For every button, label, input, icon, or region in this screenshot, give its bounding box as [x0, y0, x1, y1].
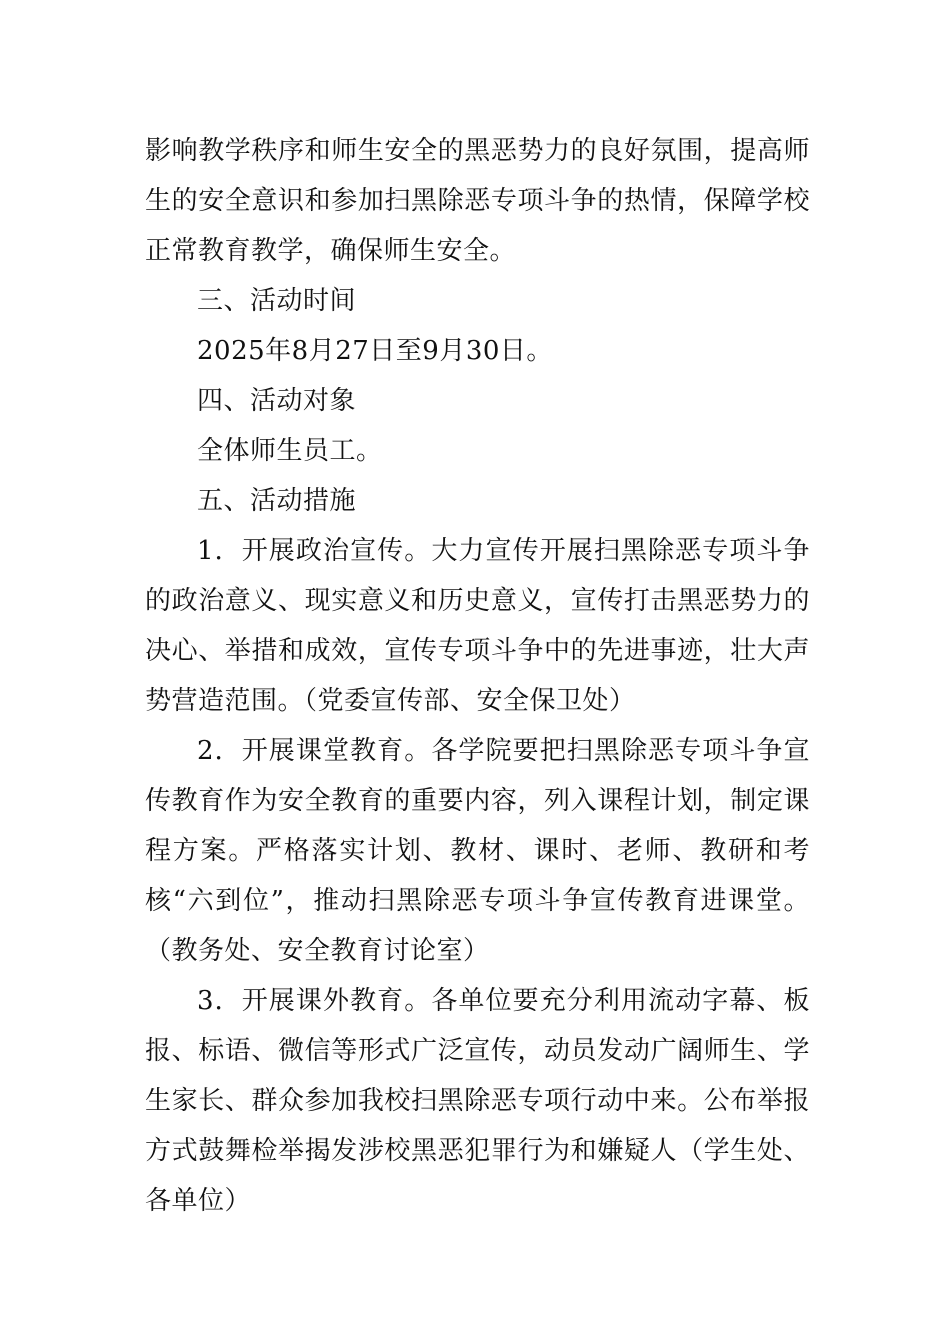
paragraph-measure-1: 1．开展政治宣传。大力宣传开展扫黑除恶专项斗争的政治意义、现实意义和历史意义，宣传打击黑恶势力的决心、举措和成效，宣传专项斗争中的先进事迹，壮大声势营造范围。（党委宣传部、安全保卫处）	[145, 536, 810, 716]
paragraph-measure-3: 3．开展课外教育。各单位要充分利用流动字幕、板报、标语、微信等形式广泛宣传，动员发动广阔师生、学生家长、群众参加我校扫黑除恶专项行动中来。公布举报方式鼓舞检举揭发涉校黑恶犯罪行为和嫌疑人（学生处、各单位）	[145, 986, 810, 1216]
paragraph-activity-target: 全体师生员工。	[197, 436, 383, 466]
paragraph-measure-2: 2．开展课堂教育。各学院要把扫黑除恶专项斗争宣传教育作为安全教育的重要内容，列入课程计划，制定课程方案。严格落实计划、教材、课时、老师、教研和考核“六到位”，推动扫黑除恶专项斗争宣传教育进课堂。（教务处、安全教育讨论室）	[145, 736, 810, 966]
document-body	[145, 126, 810, 1226]
paragraph-activity-dates: 2025年8月27日至9月30日。	[197, 336, 553, 366]
paragraph-continuation: 影响教学秩序和师生安全的黑恶势力的良好氛围，提高师生的安全意识和参加扫黑除恶专项斗争的热情，保障学校正常教育教学，确保师生安全。	[145, 136, 810, 266]
section-heading-activity-measures: 五、活动措施	[197, 486, 357, 516]
section-heading-activity-time: 三、活动时间	[197, 286, 357, 316]
section-heading-activity-target: 四、活动对象	[197, 386, 357, 416]
